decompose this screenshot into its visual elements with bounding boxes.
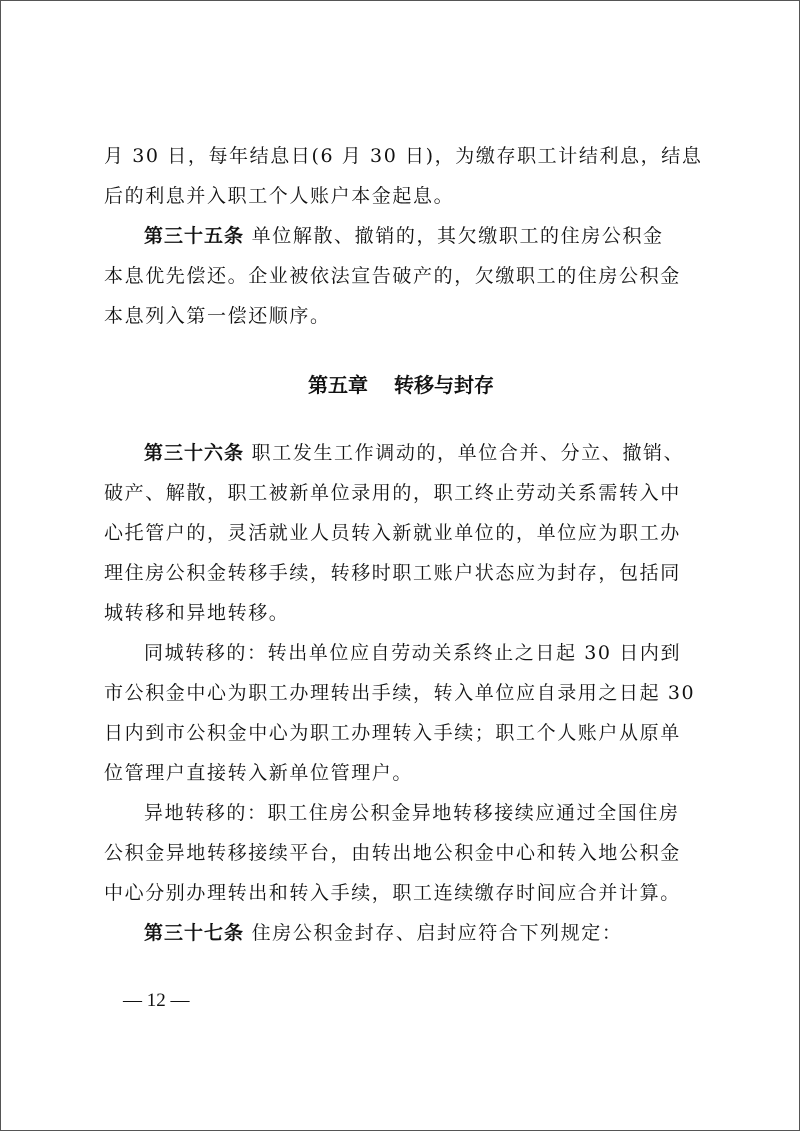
text-line: 后的利息并入职工个人账户本金起息。 xyxy=(104,185,455,207)
paragraph-other-city: 异地转移的：职工住房公积金异地转移接续应通过全国住房 xyxy=(144,802,680,824)
text-line: 中心分别办理转出和转入手续，职工连续缴存时间应合并计算。 xyxy=(104,882,681,904)
text-line: 本息列入第一偿还顺序。 xyxy=(104,305,331,327)
article-36-line xyxy=(144,441,702,465)
text-line: 月 30 日，每年结息日(6 月 30 日)，为缴存职工计结利息，结息 xyxy=(104,145,703,167)
article-37-line xyxy=(144,921,702,945)
text-line: 位管理户直接转入新单位管理户。 xyxy=(104,762,414,784)
article-text: 住房公积金封存、启封应符合下列规定： xyxy=(251,922,623,944)
article-text: 职工发生工作调动的，单位合并、分立、撤销、 xyxy=(251,442,685,464)
article-35-line xyxy=(144,224,702,248)
article-heading: 第三十五条 xyxy=(144,225,245,247)
chapter-name: 转移与封存 xyxy=(394,373,494,397)
page-number: — 12 — xyxy=(123,990,190,1011)
paragraph-same-city: 同城转移的：转出单位应自劳动关系终止之日起 30 日内到 xyxy=(144,642,682,664)
text-line: 心托管户的，灵活就业人员转入新就业单位的，单位应为职工办 xyxy=(104,522,681,544)
text-line: 城转移和异地转移。 xyxy=(104,602,290,624)
text-line: 市公积金中心为职工办理转出手续，转入单位应自录用之日起 30 xyxy=(104,682,696,704)
article-text: 单位解散、撤销的，其欠缴职工的住房公积金 xyxy=(251,225,664,247)
chapter-number: 第五章 xyxy=(308,373,368,397)
text-line: 公积金异地转移接续平台，由转出地公积金中心和转入地公积金 xyxy=(104,842,681,864)
text-line: 破产、解散，职工被新单位录用的，职工终止劳动关系需转入中 xyxy=(104,482,681,504)
text-line: 日内到市公积金中心为职工办理转入手续；职工个人账户从原单 xyxy=(104,722,681,744)
article-heading: 第三十六条 xyxy=(144,442,245,464)
chapter-title xyxy=(1,372,800,398)
text-line: 本息优先偿还。企业被依法宣告破产的，欠缴职工的住房公积金 xyxy=(104,265,681,287)
article-heading: 第三十七条 xyxy=(144,922,245,944)
text-line: 理住房公积金转移手续，转移时职工账户状态应为封存，包括同 xyxy=(104,562,681,584)
